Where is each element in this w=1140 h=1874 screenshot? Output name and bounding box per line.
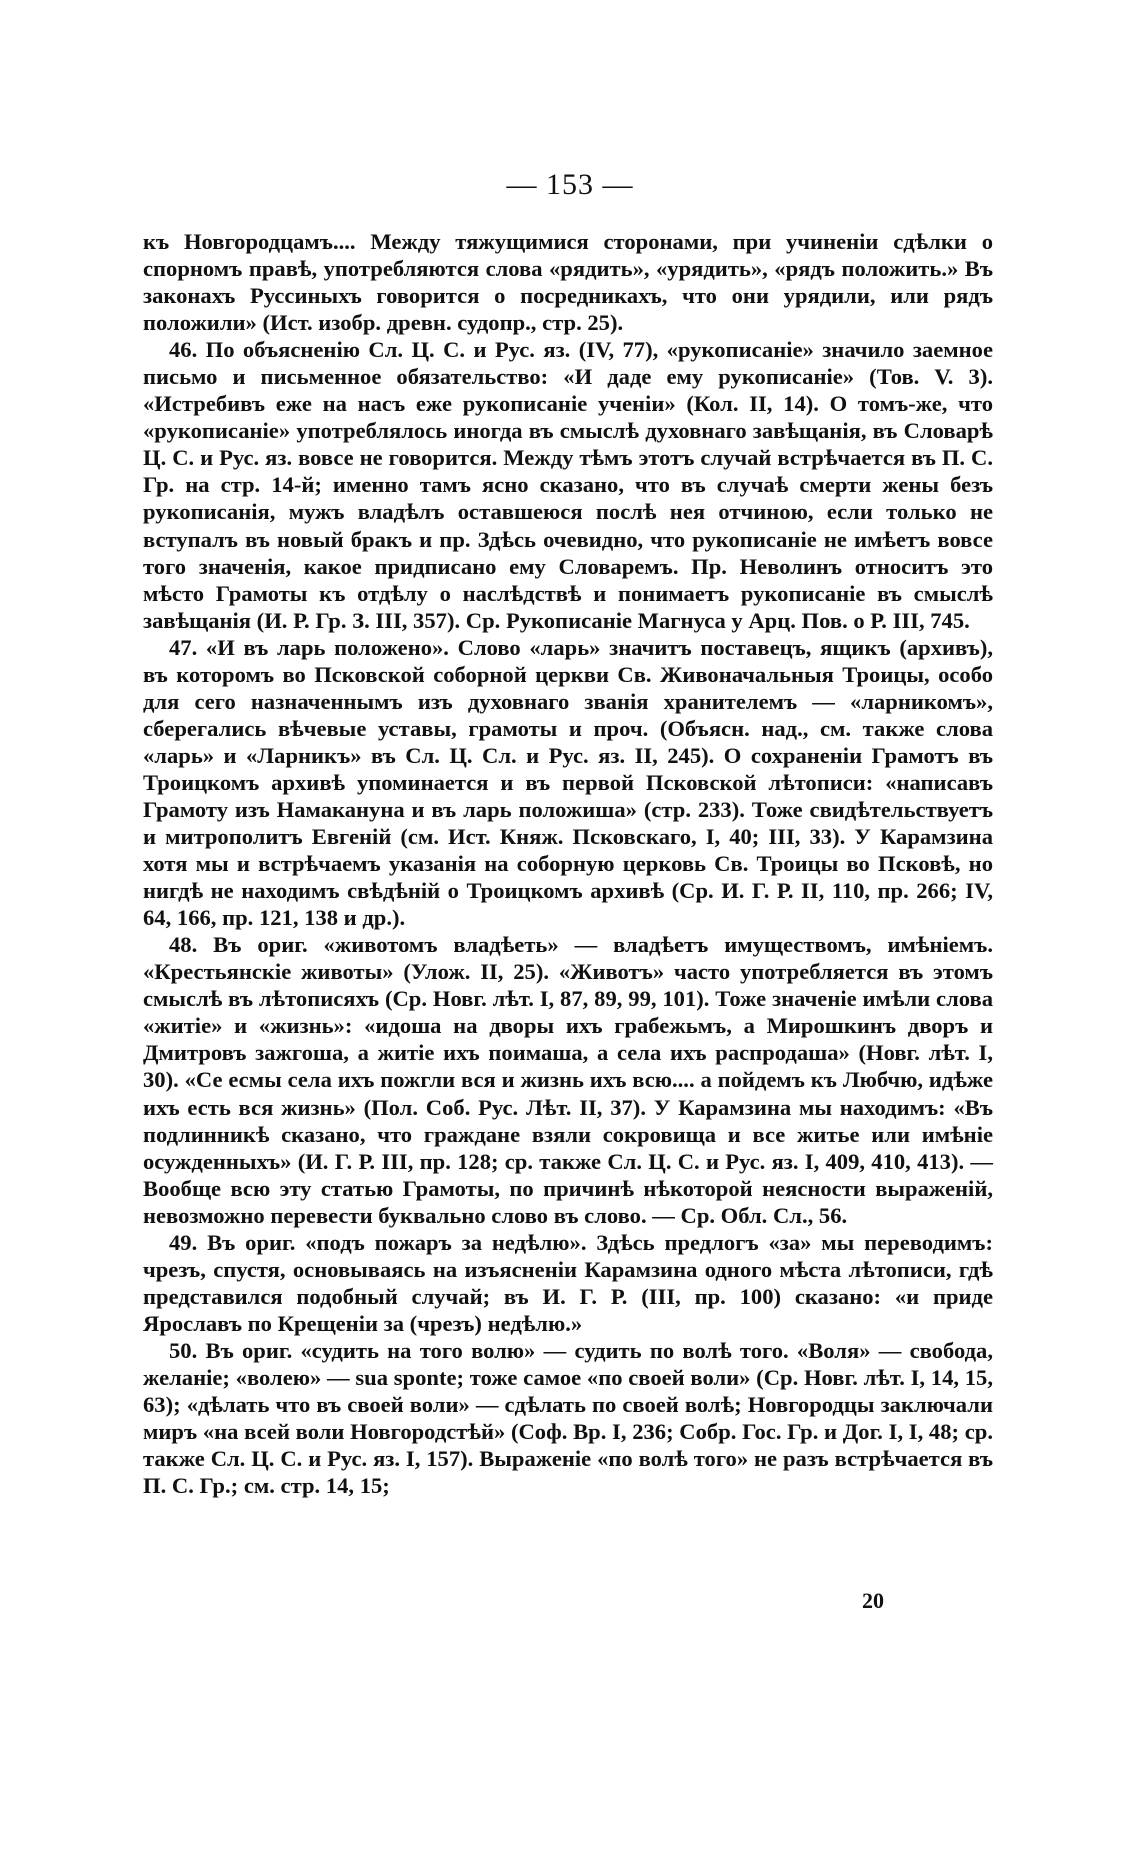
page-text (143, 228, 993, 1499)
note-47: 47. «И въ ларь положено». Слово «ларь» значитъ поставецъ, ящикъ (архивъ), въ которомъ во Псковской соборной церкви Св. Живоначальныя Троицы, особо для сего назначеннымъ изъ духовнаго званія хранителемъ — «ларникомъ», сберегались вѣчевые уставы, грамоты и проч. (Объясн. над., см. также слова «ларь» и «Ларникъ» въ Сл. Ц. Сл. и Рус. яз. II, 245). О сохраненіи Грамотъ въ Троицкомъ архивѣ упоминается и въ первой Псковской лѣтописи: «написавъ Грамоту изъ Намакануна и въ ларь положиша» (стр. 233). Тоже свидѣтельствуетъ и митрополитъ Евгеній (см. Ист. Княж. Псковскаго, I, 40; III, 33). У Карамзина хотя мы и встрѣчаемъ указанія на соборную церковь Св. Троицы во Псковѣ, но нигдѣ не находимъ свѣдѣній о Троицкомъ архивѣ (Ср. И. Г. Р. II, 110, пр. 266; IV, 64, 166, пр. 121, 138 и др.). (143, 634, 993, 931)
paragraph-continuation: къ Новгородцамъ.... Между тяжущимися сторонами, при учиненіи сдѣлки о спорномъ правѣ, употребляются слова «рядить», «урядить», «рядъ положить.» Въ законахъ Руссиныхъ говорится о посредникахъ, что они урядили, или рядъ положили» (Ист. изобр. древн. судопр., стр. 25). (143, 229, 993, 336)
note-49: 49. Въ ориг. «подъ пожаръ за недѣлю». Здѣсь предлогъ «за» мы переводимъ: чрезъ, спустя, основываясь на изъясненіи Карамзина одного мѣста лѣтописи, гдѣ представился подобный случай; въ И. Г. Р. (III, пр. 100) сказано: «и приде Ярославъ по Крещеніи за (чрезъ) недѣлю.» (143, 1229, 993, 1336)
note-46: 46. По объясненію Сл. Ц. С. и Рус. яз. (IV, 77), «рукописаніе» значило заемное письмо и письменное обязательство: «И даде ему рукописаніе» (Тов. V. 3). «Истребивъ еже на насъ еже рукописаніе ученіи» (Кол. II, 14). О томъ-же, что «рукописаніе» употреблялось иногда въ смыслѣ духовнаго завѣщанія, въ Словарѣ Ц. С. и Рус. яз. вовсе не говорится. Между тѣмъ этотъ случай встрѣчается въ П. С. Гр. на стр. 14-й; именно тамъ ясно сказано, что въ случаѣ смерти жены безъ рукописанія, мужъ владѣлъ оставшеюся послѣ нея отчиною, если только не вступалъ въ новый бракъ и пр. Здѣсь очевидно, что рукописаніе не имѣетъ вовсе того значенія, какое придписано ему Словаремъ. Пр. Неволинъ относитъ это мѣсто Грамоты къ отдѣлу о наслѣдствѣ и понимаетъ рукописаніе въ смыслѣ завѣщанія (И. Р. Гр. З. III, 357). Ср. Рукописаніе Магнуса у Арц. Пов. о Р. III, 745. (143, 337, 993, 633)
signature-mark: 20 (862, 1588, 884, 1613)
note-50: 50. Въ ориг. «судить на того волю» — судить по волѣ того. «Воля» — свобода, желаніе; «волею» — sua sponte; тоже самое «по своей воли» (Ср. Новг. лѣт. I, 14, 15, 63); «дѣлать что въ своей воли» — сдѣлать по своей волѣ; Новгородцы заключали миръ «на всей воли Новгородстѣй» (Соф. Вр. I, 236; Собр. Гос. Гр. и Дог. I, I, 48; ср. также Сл. Ц. С. и Рус. яз. I, 157). Выраженіе «по волѣ того» не разъ встрѣчается въ П. С. Гр.; см. стр. 14, 15; (143, 1337, 993, 1499)
page-number: — 153 — (506, 168, 634, 201)
note-48: 48. Въ ориг. «животомъ владѣеть» — владѣетъ имуществомъ, имѣніемъ. «Крестьянскіе животы» (Улож. II, 25). «Животъ» часто употребляется въ этомъ смыслѣ въ лѣтописяхъ (Ср. Новг. лѣт. I, 87, 89, 99, 101). Тоже значеніе имѣли слова «житіе» и «жизнь»: «идоша на дворы ихъ грабежьмъ, а Мирошкинъ дворъ и Дмитровъ зажгоша, а житіе ихъ поимаша, а села ихъ распродаша» (Новг. лѣт. I, 30). «Се есмы села ихъ пожгли вся и жизнь ихъ всю.... а пойдемъ къ Любчю, идѣже ихъ есть вся жизнь» (Пол. Соб. Рус. Лѣт. II, 37). У Карамзина мы находимъ: «Въ подлинникѣ сказано, что граждане взяли сокровища и все житье или имѣніе осужденныхъ» (И. Г. Р. III, пр. 128; ср. также Сл. Ц. С. и Рус. яз. I, 409, 410, 413). — Вообще всю эту статью Грамоты, по причинѣ нѣкоторой неясности выраженій, невозможно перевести буквально слово въ слово. — Ср. Обл. Сл., 56. (143, 932, 993, 1228)
